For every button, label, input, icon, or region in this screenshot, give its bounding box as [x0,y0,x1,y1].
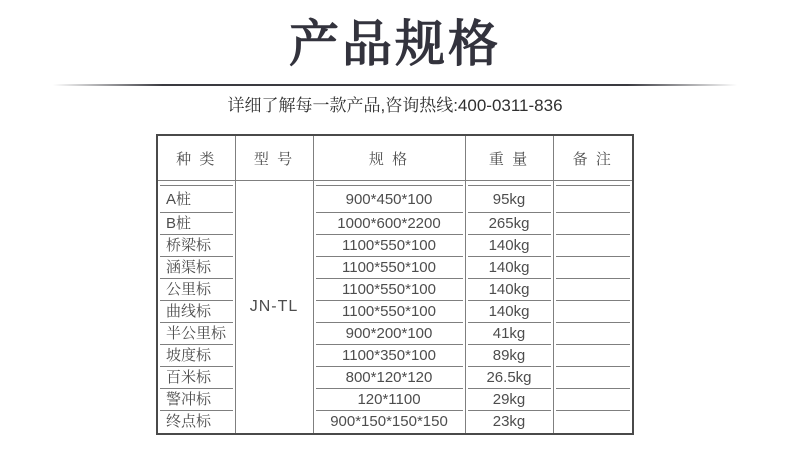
cell-spec: 900*150*150*150 [313,411,465,434]
cell-spec: 1000*600*2200 [313,213,465,235]
cell-weight: 23kg [465,411,553,434]
subtitle-hotline: 详细了解每一款产品,咨询热线:400-0311-836 [227,96,563,115]
cell-kind: 桥梁标 [157,235,235,257]
product-spec-table [156,134,634,435]
cell-kind: 坡度标 [157,345,235,367]
table-row [157,279,633,301]
cell-kind: 曲线标 [157,301,235,323]
cell-note [553,257,633,279]
cell-note [553,345,633,367]
column-header-note: 备 注 [553,135,633,181]
cell-note [553,181,633,214]
cell-kind: A桩 [157,181,235,214]
cell-spec: 120*1100 [313,389,465,411]
cell-spec: 900*450*100 [313,181,465,214]
cell-weight: 140kg [465,257,553,279]
cell-model: JN-TL [235,181,313,435]
cell-kind: 半公里标 [157,323,235,345]
table-row [157,411,633,434]
table-row [157,235,633,257]
table-row [157,181,633,214]
cell-weight: 95kg [465,181,553,214]
cell-kind: 终点标 [157,411,235,434]
cell-spec: 1100*550*100 [313,301,465,323]
cell-kind: 警冲标 [157,389,235,411]
table-row [157,301,633,323]
cell-kind: 百米标 [157,367,235,389]
cell-kind: 涵渠标 [157,257,235,279]
cell-weight: 41kg [465,323,553,345]
column-header-model: 型 号 [235,135,313,181]
cell-weight: 89kg [465,345,553,367]
cell-weight: 29kg [465,389,553,411]
cell-note [553,213,633,235]
table-row [157,257,633,279]
cell-weight: 140kg [465,279,553,301]
cell-spec: 1100*550*100 [313,257,465,279]
cell-spec: 1100*550*100 [313,279,465,301]
cell-spec: 800*120*120 [313,367,465,389]
cell-note [553,389,633,411]
cell-spec: 900*200*100 [313,323,465,345]
cell-weight: 140kg [465,301,553,323]
cell-weight: 140kg [465,235,553,257]
table-row [157,389,633,411]
table-row [157,345,633,367]
column-header-kind: 种 类 [157,135,235,181]
table-row [157,213,633,235]
cell-spec: 1100*350*100 [313,345,465,367]
header-row [157,135,633,181]
cell-note [553,279,633,301]
cell-weight: 26.5kg [465,367,553,389]
cell-spec: 1100*550*100 [313,235,465,257]
cell-weight: 265kg [465,213,553,235]
column-header-spec: 规 格 [313,135,465,181]
cell-note [553,367,633,389]
cell-kind: 公里标 [157,279,235,301]
cell-note [553,301,633,323]
table-row [157,367,633,389]
page-title: 产品规格 [289,16,501,72]
title-divider-line [53,84,737,86]
column-header-weight: 重 量 [465,135,553,181]
cell-kind: B桩 [157,213,235,235]
cell-note [553,323,633,345]
cell-note [553,411,633,434]
table-row [157,323,633,345]
cell-note [553,235,633,257]
